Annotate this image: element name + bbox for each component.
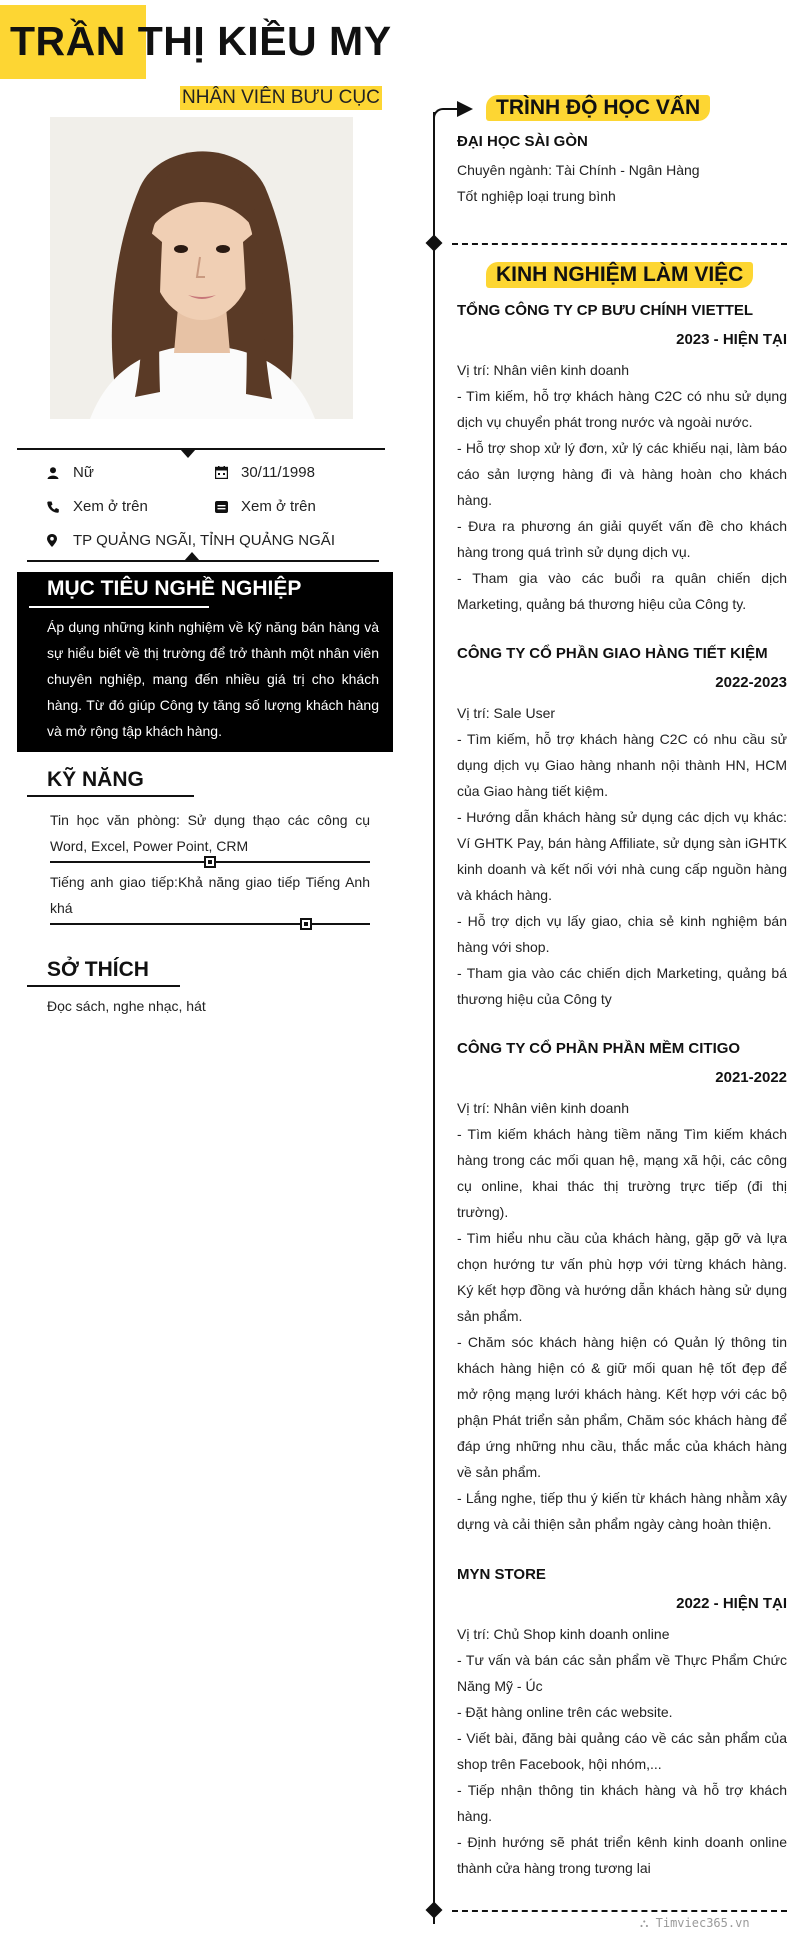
email-item <box>215 498 316 515</box>
education-school: ĐẠI HỌC SÀI GÒN <box>457 133 588 150</box>
career-objective-section <box>17 572 393 752</box>
job-company: CÔNG TY CỔ PHẦN PHẦN MỀM CITIGO <box>457 1040 741 1057</box>
objective-text: Áp dụng những kinh nghiệm về kỹ năng bán hàng và sự hiểu biết về thị trường để trở thành một nhân viên chuyên nghiệp, mang đến nhiều giá trị cho khách hàng. Từ đó giúp Công ty tăng số lượng khách hàng và mở rộng tập khách hàng. <box>47 619 379 739</box>
timeline-arrow-icon <box>457 101 473 117</box>
education-block <box>457 131 787 209</box>
experience-dashed-divider <box>452 1910 787 1912</box>
phone-value: Xem ở trên <box>73 498 148 515</box>
job-line: - Tìm hiểu nhu cầu của khách hàng, gặp gỡ và lựa chọn hướng tư vấn phù hợp với từng khách hàng. Ký kết hợp đồng và hướng dẫn khách hàng sử dụng sản phẩm. <box>457 1230 787 1324</box>
job-line: - Định hướng sẽ phát triển kênh kinh doanh online thành cửa hàng trong tương lai <box>457 1834 787 1876</box>
hobbies-underline <box>27 985 180 987</box>
phone-item <box>47 498 148 515</box>
gender-value: Nữ <box>73 464 94 481</box>
job-line: - Hỗ trợ dịch vụ lấy giao, chia sẻ kinh nghiệm bán hàng với shop. <box>457 913 787 955</box>
job-line: - Tham gia vào các chiến dịch Marketing, quảng bá thương hiệu của Công ty <box>457 965 787 1007</box>
watermark-text: Timviec365.vn <box>655 1916 750 1930</box>
objective-title: MỤC TIÊU NGHỀ NGHIỆP <box>47 577 302 600</box>
watermark <box>640 1916 750 1931</box>
job-title: NHÂN VIÊN BƯU CỤC <box>182 87 380 108</box>
job-line: - Tìm kiếm, hỗ trợ khách hàng C2C có nhu cầu sử dụng dịch vụ Giao hàng nhanh nội thành HN, HCM của Giao hàng tiết kiệm. <box>457 731 787 799</box>
info-divider-top <box>17 448 385 450</box>
job-period: 2021-2022 <box>715 1069 787 1086</box>
job-company: TỔNG CÔNG TY CP BƯU CHÍNH VIETTEL <box>457 302 754 319</box>
education-title: TRÌNH ĐỘ HỌC VẤN <box>486 95 710 121</box>
skills-title: KỸ NĂNG <box>47 768 144 791</box>
birthday-item <box>215 464 315 481</box>
timeline-diamond-2 <box>426 1902 443 1919</box>
info-divider-bottom <box>27 560 379 562</box>
timeline-diamond-1 <box>426 235 443 252</box>
job-line: - Tham gia vào các buổi ra quân chiến dịch Marketing, quảng bá thương hiệu của Công ty. <box>457 570 787 612</box>
gender-item <box>47 464 94 481</box>
hobbies-text: Đọc sách, nghe nhạc, hát <box>47 998 206 1014</box>
phone-icon <box>47 501 73 513</box>
skill-item-office: Tin học văn phòng: Sử dụng thạo các công cụ Word, Excel, Power Point, CRM <box>50 812 370 854</box>
job-line: - Đưa ra phương án giải quyết vấn đề cho khách hàng trong quá trình sử dụng dịch vụ. <box>457 518 787 560</box>
info-divider-top-marker <box>180 449 196 458</box>
skill-bar-english <box>50 923 370 925</box>
job-line: - Tìm kiếm khách hàng tiềm năng Tìm kiếm khách hàng trong các mối quan hệ, mạng xã hội, các công cụ online, khai thác thị trường trực tiếp (đi thị trường). <box>457 1126 787 1220</box>
experience-title: KINH NGHIỆM LÀM VIỆC <box>486 262 753 288</box>
skills-underline <box>27 795 194 797</box>
job-line: Vị trí: Sale User <box>457 705 556 721</box>
birthday-value: 30/11/1998 <box>241 464 315 481</box>
job-line: - Hướng dẫn khách hàng sử dụng các dịch vụ khác: Ví GHTK Pay, bán hàng Affiliate, sử dụng sàn iGHTK kinh doanh và kết nối với nhà cung cấp nguồn hàng và khách hàng. <box>457 809 787 903</box>
job-line: - Hỗ trợ shop xử lý đơn, xử lý các khiếu nại, làm báo cáo sản lượng hàng đi và hàng hoàn cho khách hàng. <box>457 440 787 508</box>
map-pin-icon <box>47 534 73 547</box>
job-line: - Tiếp nhận thông tin khách hàng và hỗ trợ khách hàng. <box>457 1782 787 1824</box>
job-line: Vị trí: Chủ Shop kinh doanh online <box>457 1626 670 1642</box>
job-block <box>457 643 787 1012</box>
job-line: Vị trí: Nhân viên kinh doanh <box>457 362 629 378</box>
job-period: 2022-2023 <box>715 674 787 691</box>
job-block <box>457 1038 787 1537</box>
email-value: Xem ở trên <box>241 498 316 515</box>
timeline-curve <box>433 108 457 132</box>
skill-level-knob-office <box>204 856 216 868</box>
hobbies-title: SỞ THÍCH <box>47 958 149 981</box>
skill-level-knob-english <box>300 918 312 930</box>
skill-item-english: Tiếng anh giao tiếp:Khả năng giao tiếp Tiếng Anh khá <box>50 874 370 916</box>
timeline-line <box>433 112 435 1924</box>
skill-bar-office <box>50 861 370 863</box>
objective-underline <box>29 606 209 608</box>
job-period: 2022 - HIỆN TẠI <box>676 1595 787 1612</box>
job-block <box>457 300 787 617</box>
job-line: - Tư vấn và bán các sản phẩm về Thực Phẩm Chức Năng Mỹ - Úc <box>457 1652 787 1694</box>
calendar-icon <box>215 466 241 479</box>
education-dashed-divider <box>452 243 787 245</box>
job-line: - Đặt hàng online trên các website. <box>457 1704 673 1720</box>
address-value: TP QUẢNG NGÃI, TỈNH QUẢNG NGÃI <box>73 532 335 549</box>
job-period: 2023 - HIỆN TẠI <box>676 331 787 348</box>
job-block <box>457 1564 787 1881</box>
job-line: Vị trí: Nhân viên kinh doanh <box>457 1100 629 1116</box>
job-company: CÔNG TY CỔ PHẦN GIAO HÀNG TIẾT KIỆM <box>457 645 768 662</box>
candidate-name: TRẦN THỊ KIỀU MY <box>10 18 392 64</box>
job-line: - Viết bài, đăng bài quảng cáo về các sản phẩm của shop trên Facebook, hội nhóm,... <box>457 1730 787 1772</box>
job-line: - Chăm sóc khách hàng hiện có Quản lý thông tin khách hàng hiện có & giữ mối quan hệ tốt đẹp để mở rộng mạng lưới khách hàng. Kết hợp với các bộ phận Phát triển sản phẩm, Chăm sóc khách hàng để đáp ứng những nhu cầu, thắc mắc của khách hàng về sản phẩm. <box>457 1334 787 1480</box>
job-company: MYN STORE <box>457 1566 546 1583</box>
education-major: Chuyên ngành: Tài Chính - Ngân Hàng <box>457 162 700 178</box>
watermark-icon: ⛬ <box>640 1916 656 1930</box>
user-icon <box>47 467 73 479</box>
profile-photo <box>50 117 353 419</box>
job-line: - Lắng nghe, tiếp thu ý kiến từ khách hàng nhằm xây dựng và cải thiện sản phẩm ngày càng hoàn thiện. <box>457 1490 787 1532</box>
address-item <box>47 532 335 549</box>
job-line: - Tìm kiếm, hỗ trợ khách hàng C2C có nhu sử dụng dịch vụ chuyển phát trong nước và ngoài nước. <box>457 388 787 430</box>
education-result: Tốt nghiệp loại trung bình <box>457 188 616 204</box>
email-icon <box>215 501 241 513</box>
